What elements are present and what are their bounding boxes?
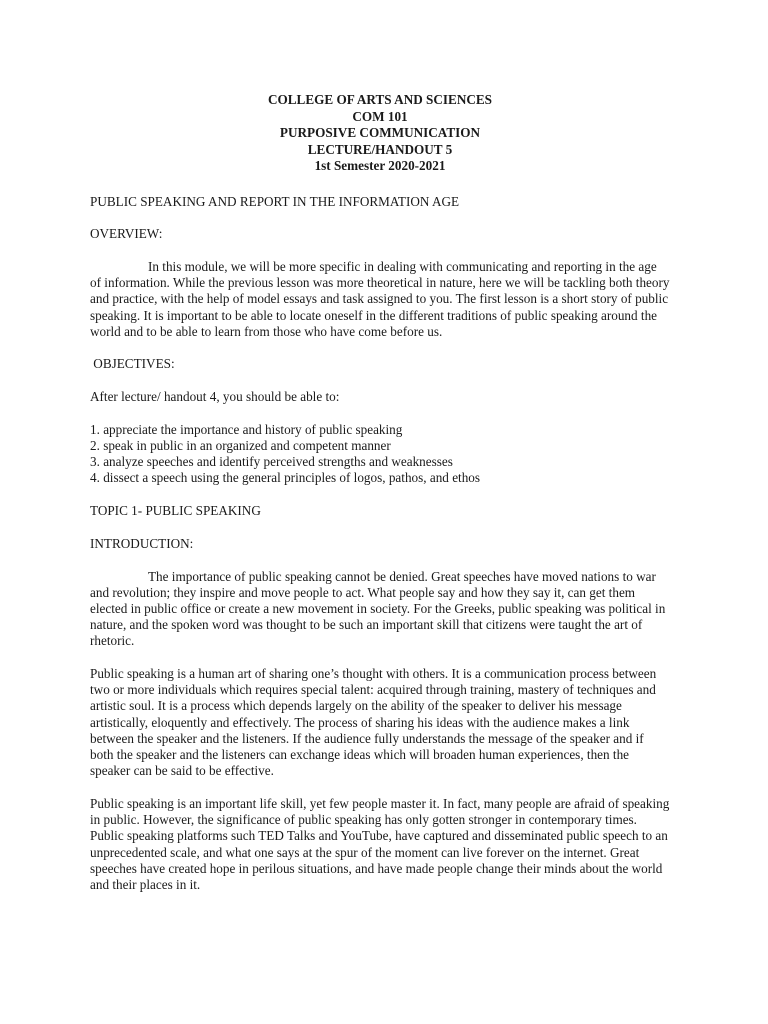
handout-number: LECTURE/HANDOUT 5 (307, 141, 453, 157)
course-title: PURPOSIVE COMMUNICATION (279, 125, 481, 140)
topic-heading: TOPIC 1- PUBLIC SPEAKING (90, 503, 261, 519)
list-item: 3. analyze speeches and identify perceived strengths and weaknesses (90, 454, 453, 470)
semester: 1st Semester 2020-2021 (314, 158, 446, 173)
objectives-heading: OBJECTIVES: (90, 356, 175, 372)
list-item: 2. speak in public in an organized and competent manner (90, 438, 391, 454)
objectives-list (90, 422, 670, 487)
body-paragraph: The importance of public speaking cannot be denied. Great speeches have moved nations to war and revolution; they inspire and move people to act. What people say and how they say it, can get them elected in public office or create a new movement in society. For the Greeks, public speaking was political in nature, and the spoken word was thought to be such an important skill that citizens were taught the art of rhetoric. (90, 568, 666, 649)
college-name: COLLEGE OF ARTS AND SCIENCES (267, 92, 493, 107)
list-item: 1. appreciate the importance and history of public speaking (90, 421, 403, 437)
overview-paragraph: In this module, we will be more specific in dealing with communicating and reporting in the age of information. While the previous lesson was more theoretical in nature, here we will be tackling both theory and practice, with the help of model essays and task assigned to you. The first lesson is a short story of public speaking. It is important to be able to locate oneself in the different traditions of public speaking around the world and to be able to learn from those who have come before us. (90, 258, 670, 339)
list-item: 4. dissect a speech using the general principles of logos, pathos, and ethos (90, 470, 481, 486)
objectives-intro: After lecture/ handout 4, you should be able to: (90, 389, 340, 405)
document-title: PUBLIC SPEAKING AND REPORT IN THE INFORMATION AGE (90, 193, 460, 209)
document-page (90, 92, 670, 893)
introduction-heading: INTRODUCTION: (90, 535, 194, 551)
course-code: COM 101 (352, 108, 408, 124)
body-paragraph: Public speaking is a human art of sharing one’s thought with others. It is a communication process between two or more individuals which requires special talent: acquired through training, mastery of techniques and artistic soul. It is a process which depends largely on the ability of the speaker to deliver his message artistically, eloquently and effectively. The process of sharing his ideas with the audience makes a link between the speaker and the listeners. If the audience fully understands the message of the speaker and if both the speaker and the listeners can exchange ideas which will broaden human experiences, then the speaker can be said to be effective. (90, 666, 657, 779)
document-header (90, 92, 670, 175)
body-paragraph: Public speaking is an important life skill, yet few people master it. In fact, many people are afraid of speaking in public. However, the significance of public speaking has only gotten stronger in contemporary times. Public speaking platforms such TED Talks and YouTube, have captured and disseminated public speech to an unprecedented scale, and what one says at the spur of the moment can live forever on the internet. Great speeches have created hope in perilous situations, and have made people change their minds about the world and their places in it. (90, 795, 670, 892)
overview-heading: OVERVIEW: (90, 226, 163, 242)
